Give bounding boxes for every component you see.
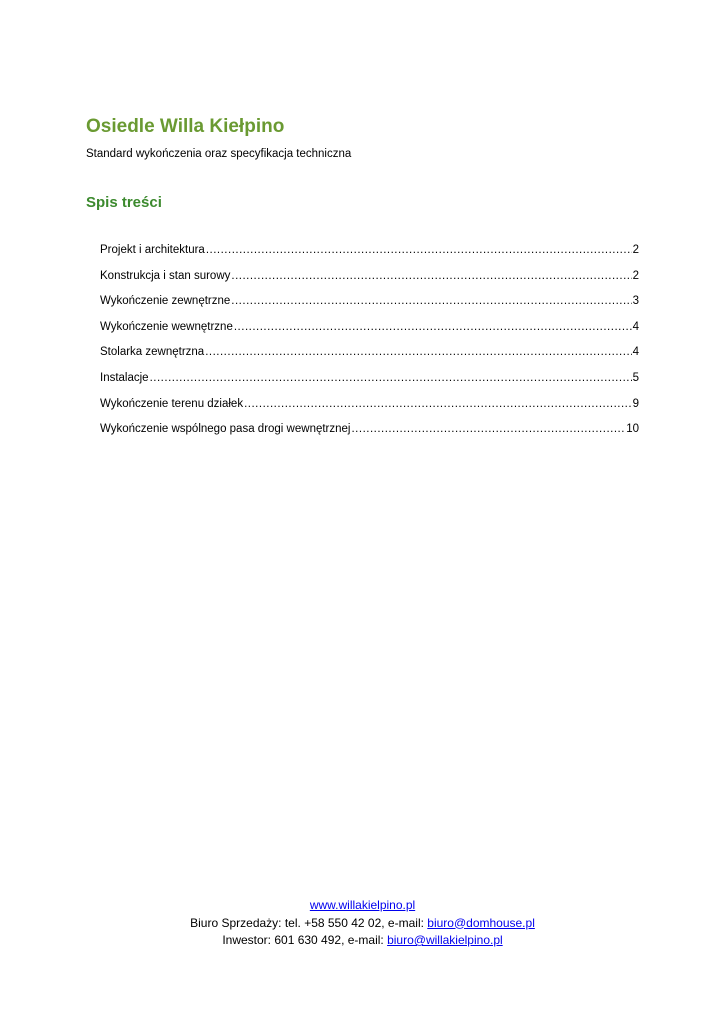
toc-entry-wykonczenie-wspolnego-pasa-drogi[interactable] — [100, 419, 639, 445]
toc-entry-page-number: 2 — [632, 269, 639, 282]
toc-dot-leader — [231, 291, 631, 311]
toc-entry-page-number: 2 — [632, 244, 639, 256]
toc-entry-page-number: 4 — [632, 346, 639, 359]
toc-entry-page-number: 9 — [632, 397, 639, 410]
footer-investor-line — [0, 932, 725, 950]
sales-email-link[interactable]: biuro@domhouse.pl — [427, 915, 535, 930]
website-link[interactable]: www.willakielpino.pl — [309, 898, 416, 912]
toc-entry-projekt-i-architektura[interactable] — [100, 240, 639, 266]
toc-entry-wykonczenie-terenu-dzialek[interactable] — [100, 394, 639, 420]
toc-entry-label: Wykończenie wewnętrzne — [100, 320, 233, 333]
document-subtitle: Standard wykończenia oraz specyfikacja techniczna — [86, 148, 352, 160]
toc-dot-leader — [231, 266, 631, 286]
toc-dot-leader — [234, 317, 632, 337]
toc-entry-konstrukcja-i-stan-surowy[interactable] — [100, 266, 639, 292]
toc-entry-page-number: 5 — [632, 371, 639, 384]
investor-email-link[interactable]: biuro@willakielpino.pl — [387, 933, 503, 947]
footer-sales-office-line — [0, 915, 725, 933]
document-title: Osiedle Willa Kiełpino — [86, 116, 285, 137]
toc-entry-instalacje[interactable] — [100, 368, 639, 394]
toc-entry-label: Instalacje — [100, 371, 149, 384]
toc-dot-leader — [244, 394, 632, 414]
footer-website-line — [0, 897, 725, 915]
toc-entry-wykonczenie-zewnetrzne[interactable] — [100, 291, 639, 317]
investor-contact-text: Inwestor: 601 630 492, e-mail: — [222, 933, 388, 947]
toc-entry-stolarka-zewnetrzna[interactable] — [100, 342, 639, 368]
toc-entry-label: Wykończenie zewnętrzne — [100, 295, 231, 308]
toc-dot-leader — [205, 342, 631, 362]
toc-heading: Spis treści — [86, 194, 162, 211]
toc-entry-page-number: 4 — [632, 320, 639, 333]
toc-entry-label: Stolarka zewnętrzna — [100, 346, 205, 359]
toc-entry-label: Wykończenie terenu działek — [100, 397, 244, 410]
toc-dot-leader — [206, 240, 632, 260]
toc-dot-leader — [351, 419, 625, 439]
toc-dot-leader — [150, 368, 632, 388]
page-footer — [0, 897, 725, 950]
sales-office-contact-text: Biuro Sprzedaży: tel. +58 550 42 02, e-mail: — [190, 915, 428, 930]
toc-entry-page-number: 10 — [626, 423, 639, 436]
toc-entry-label: Konstrukcja i stan surowy — [100, 269, 231, 282]
toc-entry-label: Wykończenie wspólnego pasa drogi wewnętrznej — [100, 423, 351, 436]
toc-entry-page-number: 3 — [632, 295, 639, 308]
toc-entry-label: Projekt i architektura — [100, 244, 205, 256]
toc-entry-wykonczenie-wewnetrzne[interactable] — [100, 317, 639, 343]
table-of-contents — [100, 240, 639, 445]
